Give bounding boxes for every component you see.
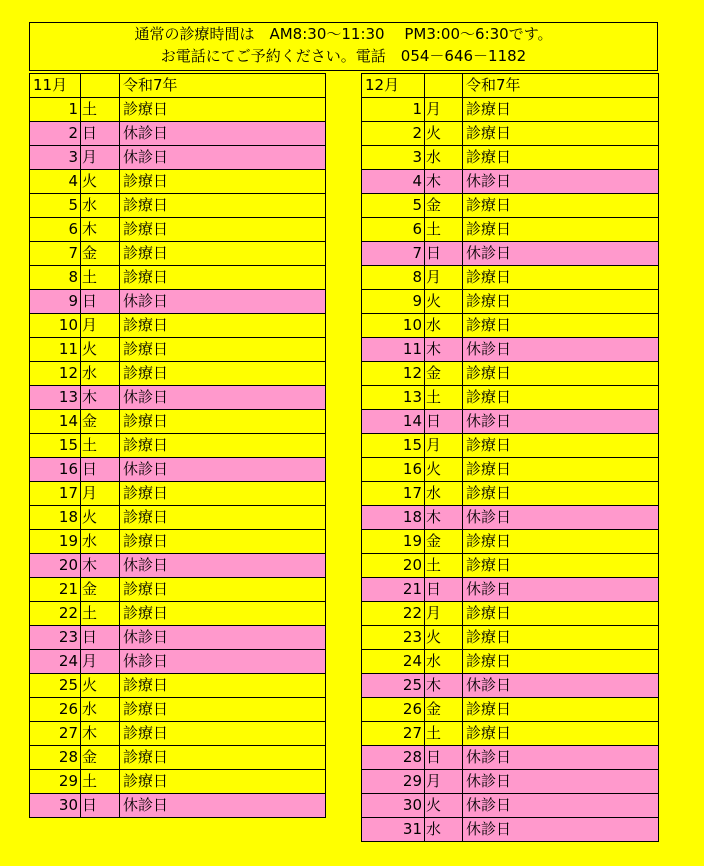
day-number: 12	[362, 362, 425, 386]
weekday-cell: 月	[425, 98, 463, 122]
weekday-cell: 火	[425, 290, 463, 314]
day-number: 26	[362, 698, 425, 722]
day-number: 6	[362, 218, 425, 242]
day-number: 24	[362, 650, 425, 674]
status-cell: 診療日	[463, 458, 659, 482]
status-cell: 休診日	[120, 146, 326, 170]
weekday-cell: 水	[425, 818, 463, 842]
day-row	[362, 170, 659, 194]
weekday-cell: 土	[81, 770, 120, 794]
weekday-cell: 水	[81, 698, 120, 722]
status-cell: 休診日	[463, 770, 659, 794]
day-number: 14	[362, 410, 425, 434]
day-number: 21	[30, 578, 81, 602]
day-row	[362, 98, 659, 122]
day-number: 24	[30, 650, 81, 674]
weekday-cell: 火	[425, 122, 463, 146]
status-cell: 診療日	[120, 242, 326, 266]
day-row	[362, 146, 659, 170]
weekday-cell: 土	[81, 434, 120, 458]
day-number: 8	[362, 266, 425, 290]
weekday-cell: 水	[81, 362, 120, 386]
calendar-header-row	[362, 74, 659, 98]
day-number: 29	[30, 770, 81, 794]
weekday-cell: 木	[81, 218, 120, 242]
calendar-header-row	[30, 74, 326, 98]
month-label: 11月	[30, 74, 81, 98]
day-number: 23	[30, 626, 81, 650]
day-row	[362, 194, 659, 218]
day-number: 15	[362, 434, 425, 458]
weekday-cell: 木	[81, 722, 120, 746]
day-row	[30, 482, 326, 506]
day-number: 13	[362, 386, 425, 410]
status-cell: 休診日	[463, 410, 659, 434]
day-row	[30, 410, 326, 434]
status-cell: 診療日	[463, 722, 659, 746]
weekday-cell: 火	[425, 794, 463, 818]
status-cell: 診療日	[463, 98, 659, 122]
day-number: 10	[362, 314, 425, 338]
calendar-november	[29, 73, 326, 818]
day-number: 25	[362, 674, 425, 698]
weekday-cell: 土	[425, 722, 463, 746]
day-row	[30, 146, 326, 170]
status-cell: 診療日	[463, 530, 659, 554]
day-number: 13	[30, 386, 81, 410]
status-cell: 診療日	[120, 338, 326, 362]
day-row	[362, 362, 659, 386]
weekday-cell: 水	[81, 194, 120, 218]
status-cell: 診療日	[120, 506, 326, 530]
status-cell: 診療日	[120, 770, 326, 794]
day-number: 18	[30, 506, 81, 530]
day-number: 2	[30, 122, 81, 146]
status-cell: 診療日	[463, 698, 659, 722]
day-row	[362, 746, 659, 770]
day-row	[362, 458, 659, 482]
day-row	[30, 794, 326, 818]
day-row	[362, 314, 659, 338]
status-cell: 診療日	[463, 314, 659, 338]
status-cell: 診療日	[120, 410, 326, 434]
weekday-cell: 火	[425, 458, 463, 482]
status-cell: 診療日	[463, 122, 659, 146]
day-number: 26	[30, 698, 81, 722]
day-row	[30, 290, 326, 314]
clinic-hours-notice	[29, 22, 658, 71]
weekday-cell: 土	[81, 602, 120, 626]
weekday-cell: 金	[81, 578, 120, 602]
status-cell: 診療日	[120, 314, 326, 338]
day-row	[362, 122, 659, 146]
weekday-cell: 日	[81, 626, 120, 650]
weekday-cell: 土	[425, 386, 463, 410]
day-number: 10	[30, 314, 81, 338]
day-number: 7	[362, 242, 425, 266]
day-row	[362, 506, 659, 530]
weekday-cell: 水	[425, 314, 463, 338]
day-number: 12	[30, 362, 81, 386]
day-row	[362, 410, 659, 434]
day-row	[30, 722, 326, 746]
day-number: 6	[30, 218, 81, 242]
day-row	[362, 290, 659, 314]
status-cell: 診療日	[120, 746, 326, 770]
status-cell: 休診日	[463, 674, 659, 698]
weekday-cell: 木	[81, 554, 120, 578]
status-cell: 休診日	[463, 242, 659, 266]
day-number: 5	[30, 194, 81, 218]
day-row	[362, 722, 659, 746]
weekday-cell: 月	[425, 434, 463, 458]
weekday-cell: 日	[81, 122, 120, 146]
day-number: 2	[362, 122, 425, 146]
day-row	[30, 506, 326, 530]
weekday-cell: 木	[425, 506, 463, 530]
weekday-cell: 月	[425, 770, 463, 794]
day-number: 1	[362, 98, 425, 122]
status-cell: 休診日	[463, 170, 659, 194]
day-number: 16	[362, 458, 425, 482]
day-row	[30, 554, 326, 578]
status-cell: 休診日	[463, 506, 659, 530]
day-number: 31	[362, 818, 425, 842]
era-label: 令和7年	[120, 74, 326, 98]
status-cell: 休診日	[120, 386, 326, 410]
day-row	[30, 170, 326, 194]
day-row	[362, 674, 659, 698]
status-cell: 休診日	[463, 794, 659, 818]
status-cell: 休診日	[463, 338, 659, 362]
weekday-cell: 金	[81, 746, 120, 770]
day-row	[30, 458, 326, 482]
day-number: 27	[362, 722, 425, 746]
day-number: 17	[30, 482, 81, 506]
day-number: 23	[362, 626, 425, 650]
status-cell: 診療日	[463, 146, 659, 170]
status-cell: 診療日	[463, 554, 659, 578]
weekday-cell: 日	[425, 410, 463, 434]
day-row	[362, 338, 659, 362]
day-row	[30, 386, 326, 410]
weekday-cell: 月	[81, 650, 120, 674]
status-cell: 診療日	[120, 530, 326, 554]
weekday-cell: 月	[81, 482, 120, 506]
weekday-cell: 金	[425, 194, 463, 218]
day-number: 7	[30, 242, 81, 266]
day-row	[362, 698, 659, 722]
weekday-cell: 土	[81, 266, 120, 290]
status-cell: 休診日	[120, 122, 326, 146]
weekday-cell: 木	[425, 170, 463, 194]
status-cell: 診療日	[120, 170, 326, 194]
weekday-cell: 木	[425, 674, 463, 698]
day-number: 8	[30, 266, 81, 290]
day-row	[30, 122, 326, 146]
day-row	[30, 338, 326, 362]
day-row	[362, 218, 659, 242]
day-row	[30, 242, 326, 266]
weekday-cell: 木	[81, 386, 120, 410]
status-cell: 休診日	[120, 458, 326, 482]
day-row	[362, 386, 659, 410]
weekday-header	[425, 74, 463, 98]
day-number: 21	[362, 578, 425, 602]
day-row	[30, 698, 326, 722]
status-cell: 診療日	[120, 362, 326, 386]
day-number: 4	[30, 170, 81, 194]
day-number: 29	[362, 770, 425, 794]
day-number: 22	[362, 602, 425, 626]
weekday-cell: 水	[425, 482, 463, 506]
weekday-cell: 土	[81, 98, 120, 122]
day-number: 16	[30, 458, 81, 482]
status-cell: 診療日	[463, 266, 659, 290]
weekday-cell: 土	[425, 554, 463, 578]
weekday-cell: 土	[425, 218, 463, 242]
weekday-cell: 金	[81, 410, 120, 434]
day-number: 4	[362, 170, 425, 194]
day-row	[362, 602, 659, 626]
day-number: 30	[30, 794, 81, 818]
day-row	[30, 746, 326, 770]
day-row	[30, 650, 326, 674]
status-cell: 休診日	[463, 746, 659, 770]
status-cell: 診療日	[463, 626, 659, 650]
day-number: 19	[30, 530, 81, 554]
day-number: 22	[30, 602, 81, 626]
day-row	[362, 242, 659, 266]
status-cell: 休診日	[120, 794, 326, 818]
era-label: 令和7年	[463, 74, 659, 98]
status-cell: 診療日	[120, 602, 326, 626]
weekday-cell: 火	[81, 506, 120, 530]
hours-text: 通常の診療時間は AM8:30～11:30 PM3:00～6:30です。	[134, 25, 553, 43]
day-row	[362, 794, 659, 818]
day-row	[30, 578, 326, 602]
day-number: 30	[362, 794, 425, 818]
day-number: 15	[30, 434, 81, 458]
status-cell: 診療日	[120, 218, 326, 242]
day-row	[30, 434, 326, 458]
status-cell: 休診日	[463, 818, 659, 842]
status-cell: 診療日	[120, 482, 326, 506]
day-number: 28	[30, 746, 81, 770]
weekday-cell: 水	[425, 146, 463, 170]
day-number: 9	[30, 290, 81, 314]
day-row	[362, 770, 659, 794]
day-row	[362, 578, 659, 602]
day-row	[362, 818, 659, 842]
day-number: 5	[362, 194, 425, 218]
weekday-cell: 金	[81, 242, 120, 266]
day-row	[362, 482, 659, 506]
status-cell: 診療日	[120, 266, 326, 290]
status-cell: 診療日	[120, 434, 326, 458]
phone-text: お電話にてご予約ください。電話 054－646－1182	[160, 47, 527, 65]
day-row	[30, 626, 326, 650]
status-cell: 診療日	[463, 218, 659, 242]
status-cell: 診療日	[463, 602, 659, 626]
day-row	[362, 554, 659, 578]
status-cell: 休診日	[463, 578, 659, 602]
status-cell: 診療日	[463, 194, 659, 218]
status-cell: 診療日	[463, 650, 659, 674]
day-row	[30, 98, 326, 122]
weekday-cell: 日	[425, 746, 463, 770]
day-number: 20	[30, 554, 81, 578]
weekday-cell: 火	[425, 626, 463, 650]
status-cell: 診療日	[120, 674, 326, 698]
weekday-cell: 水	[81, 530, 120, 554]
weekday-cell: 木	[425, 338, 463, 362]
day-row	[362, 626, 659, 650]
status-cell: 診療日	[463, 434, 659, 458]
status-cell: 診療日	[120, 194, 326, 218]
weekday-cell: 金	[425, 698, 463, 722]
weekday-cell: 日	[81, 290, 120, 314]
weekday-cell: 火	[81, 674, 120, 698]
weekday-cell: 月	[425, 602, 463, 626]
day-number: 11	[30, 338, 81, 362]
day-row	[30, 218, 326, 242]
day-number: 19	[362, 530, 425, 554]
status-cell: 診療日	[120, 698, 326, 722]
status-cell: 診療日	[120, 578, 326, 602]
day-row	[30, 362, 326, 386]
weekday-cell: 水	[425, 650, 463, 674]
weekday-cell: 月	[81, 314, 120, 338]
day-number: 3	[362, 146, 425, 170]
day-row	[362, 266, 659, 290]
status-cell: 休診日	[120, 554, 326, 578]
status-cell: 診療日	[120, 722, 326, 746]
day-number: 3	[30, 146, 81, 170]
calendar-december	[361, 73, 659, 842]
weekday-cell: 金	[425, 530, 463, 554]
day-number: 9	[362, 290, 425, 314]
status-cell: 休診日	[120, 290, 326, 314]
weekday-cell: 金	[425, 362, 463, 386]
status-cell: 診療日	[120, 98, 326, 122]
day-row	[362, 434, 659, 458]
status-cell: 診療日	[463, 482, 659, 506]
weekday-cell: 日	[425, 578, 463, 602]
weekday-cell: 月	[81, 146, 120, 170]
day-row	[30, 770, 326, 794]
day-number: 1	[30, 98, 81, 122]
day-row	[30, 530, 326, 554]
weekday-cell: 月	[425, 266, 463, 290]
status-cell: 休診日	[120, 650, 326, 674]
day-number: 28	[362, 746, 425, 770]
day-row	[362, 530, 659, 554]
day-row	[362, 650, 659, 674]
day-number: 20	[362, 554, 425, 578]
day-row	[30, 674, 326, 698]
weekday-header	[81, 74, 120, 98]
weekday-cell: 火	[81, 338, 120, 362]
day-number: 27	[30, 722, 81, 746]
weekday-cell: 火	[81, 170, 120, 194]
day-number: 17	[362, 482, 425, 506]
status-cell: 診療日	[463, 290, 659, 314]
day-row	[30, 194, 326, 218]
status-cell: 診療日	[463, 386, 659, 410]
weekday-cell: 日	[81, 458, 120, 482]
day-number: 14	[30, 410, 81, 434]
status-cell: 診療日	[463, 362, 659, 386]
day-number: 11	[362, 338, 425, 362]
day-number: 25	[30, 674, 81, 698]
day-row	[30, 314, 326, 338]
day-number: 18	[362, 506, 425, 530]
weekday-cell: 日	[81, 794, 120, 818]
month-label: 12月	[362, 74, 425, 98]
day-row	[30, 602, 326, 626]
weekday-cell: 日	[425, 242, 463, 266]
status-cell: 休診日	[120, 626, 326, 650]
day-row	[30, 266, 326, 290]
